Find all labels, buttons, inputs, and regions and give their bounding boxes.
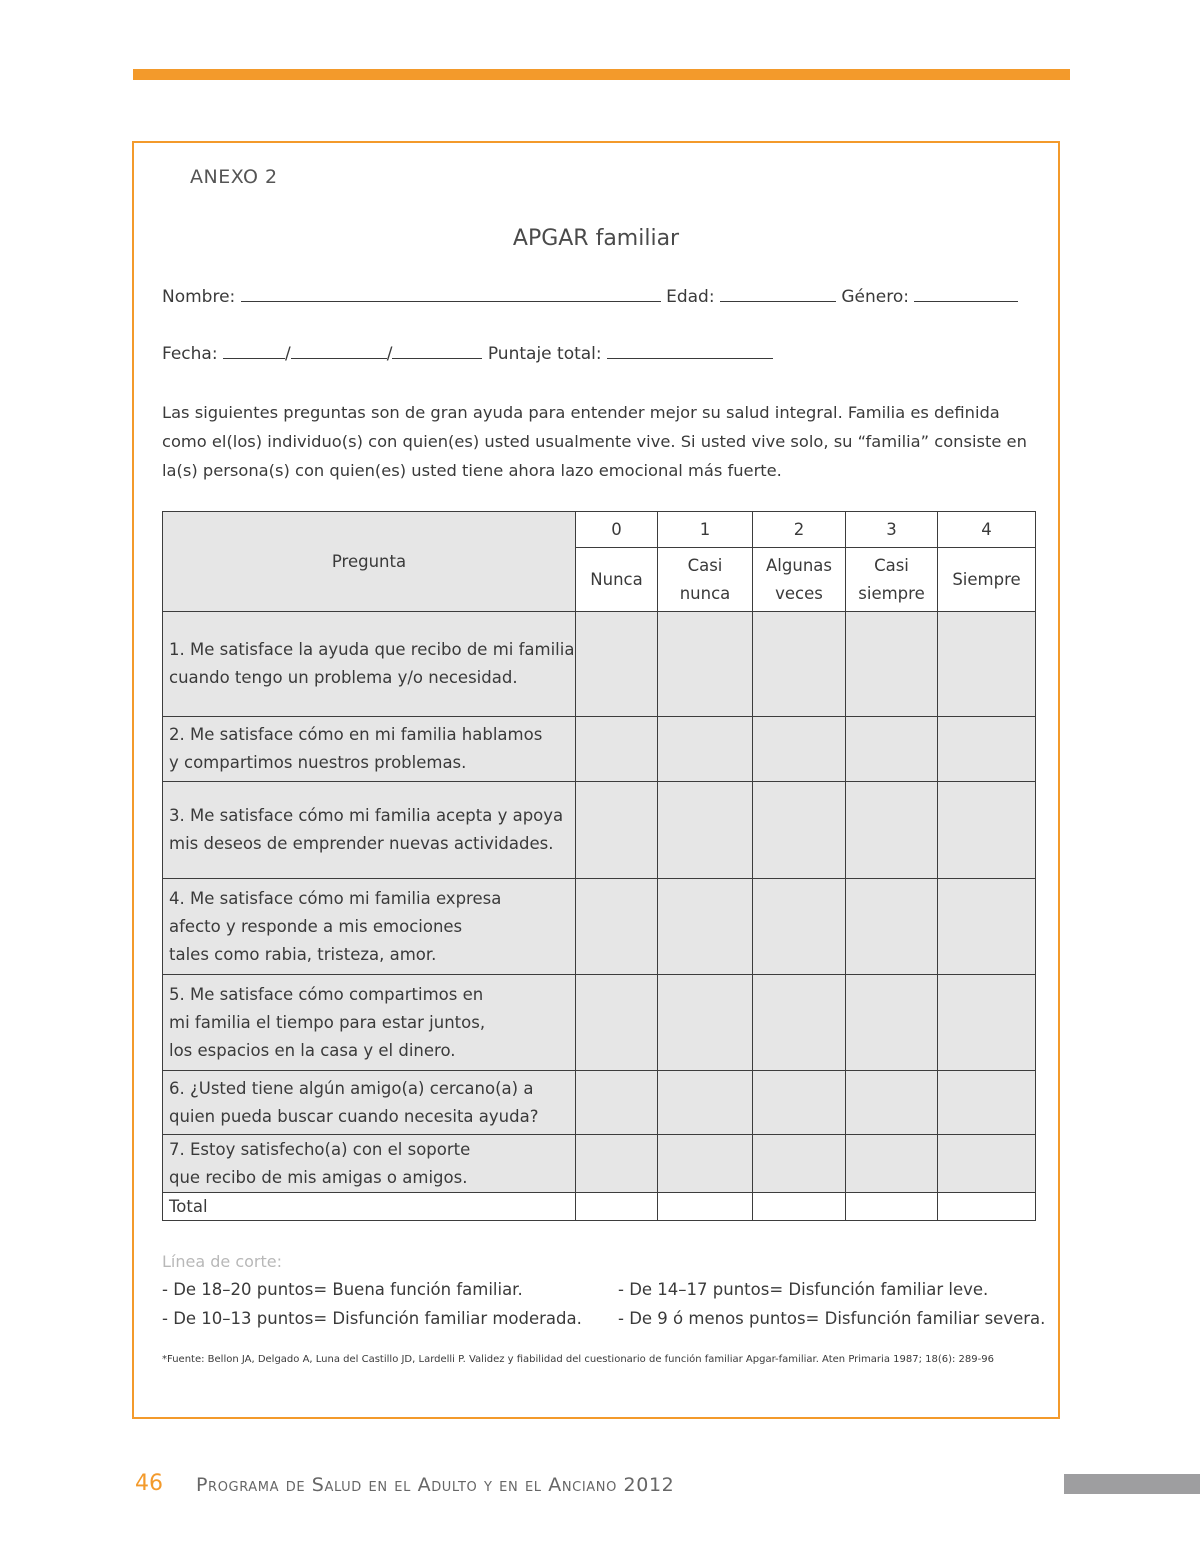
answer-cell[interactable] [753, 975, 846, 1071]
question-text [163, 717, 576, 782]
question-line: mis deseos de emprender nuevas actividades. [169, 834, 554, 853]
cutoff-item: - De 18–20 puntos= Buena función familiar. [162, 1280, 523, 1299]
answer-cell[interactable] [658, 1135, 753, 1193]
question-text [163, 879, 576, 975]
page-title: APGAR familiar [512, 226, 680, 251]
question-line: y compartimos nuestros problemas. [169, 753, 467, 772]
question-line: 7. Estoy satisfecho(a) con el soporte [169, 1139, 471, 1159]
total-row [163, 1193, 1036, 1221]
date-separator: / [386, 344, 393, 364]
intro-paragraph: Las siguientes preguntas son de gran ayuda para entender mejor su salud integral. Familia es definida como el(los) individuo(s) con quien(es) usted usualmente vive. Si usted vive solo, su “familia” consiste en la(s) persona(s) con quien(es) usted tiene ahora lazo emocional más fuerte. [162, 403, 1027, 480]
answer-cell[interactable] [938, 879, 1036, 975]
question-text [163, 1135, 576, 1193]
total-score-field[interactable] [607, 344, 773, 359]
total-cell[interactable] [846, 1193, 938, 1221]
answer-cell[interactable] [938, 1071, 1036, 1135]
score-label-text: Casi [687, 555, 723, 575]
answer-cell[interactable] [576, 612, 658, 717]
score-label-header [658, 548, 753, 612]
question-line: 6. ¿Usted tiene algún amigo(a) cercano(a) a [169, 1078, 534, 1098]
answer-cell[interactable] [658, 975, 753, 1071]
age-label: Edad: [666, 287, 715, 307]
question-header: Pregunta [163, 512, 576, 612]
answer-cell[interactable] [938, 717, 1036, 782]
footer-title: Programa de Salud en el Adulto y en el Anciano 2012 [196, 1474, 675, 1496]
answer-cell[interactable] [938, 975, 1036, 1071]
cutoff-item: - De 14–17 puntos= Disfunción familiar leve. [618, 1280, 989, 1299]
answer-cell[interactable] [576, 717, 658, 782]
question-text [163, 612, 576, 717]
score-header: 0 [576, 512, 658, 548]
answer-cell[interactable] [753, 717, 846, 782]
answer-cell[interactable] [753, 782, 846, 879]
answer-cell[interactable] [753, 1071, 846, 1135]
question-line: 1. Me satisface la ayuda que recibo de mi familia [169, 640, 575, 659]
answer-cell[interactable] [846, 782, 938, 879]
date-year-field[interactable] [392, 344, 482, 359]
score-label: Puntaje total: [487, 344, 602, 364]
question-line: quien pueda buscar cuando necesita ayuda? [169, 1106, 539, 1126]
score-label-text: Nunca [590, 570, 643, 589]
answer-cell[interactable] [576, 782, 658, 879]
question-row [163, 879, 1036, 975]
header-accent-bar [133, 69, 1070, 80]
answer-cell[interactable] [753, 612, 846, 717]
answer-cell[interactable] [846, 1135, 938, 1193]
question-line: mi familia el tiempo para estar juntos, [169, 1012, 486, 1032]
question-row [163, 612, 1036, 717]
question-row [163, 782, 1036, 879]
total-cell[interactable] [658, 1193, 753, 1221]
answer-cell[interactable] [576, 879, 658, 975]
question-line: 5. Me satisface cómo compartimos en [169, 984, 484, 1004]
answer-cell[interactable] [938, 1135, 1036, 1193]
score-header: 3 [846, 512, 938, 548]
score-label-text: Siempre [952, 570, 1021, 589]
cutoff-item: - De 10–13 puntos= Disfunción familiar moderada. [162, 1309, 582, 1328]
question-row [163, 1071, 1036, 1135]
name-label: Nombre: [162, 287, 236, 307]
date-separator: / [284, 344, 291, 364]
score-label-text: veces [775, 583, 823, 603]
question-line: 3. Me satisface cómo mi familia acepta y apoya [169, 806, 564, 825]
answer-cell[interactable] [576, 975, 658, 1071]
question-text [163, 1071, 576, 1135]
gender-field[interactable] [914, 287, 1018, 302]
score-label-header [753, 548, 846, 612]
score-header: 4 [938, 512, 1036, 548]
score-label-header [938, 548, 1036, 612]
total-cell[interactable] [938, 1193, 1036, 1221]
answer-cell[interactable] [658, 1071, 753, 1135]
apgar-table [162, 511, 1036, 1221]
date-label: Fecha: [162, 344, 218, 364]
question-row [163, 1135, 1036, 1193]
score-label-text: nunca [679, 583, 731, 603]
score-label-text: Casi [874, 555, 909, 575]
answer-cell[interactable] [938, 612, 1036, 717]
gender-label: Género: [841, 287, 909, 307]
answer-cell[interactable] [846, 612, 938, 717]
cutoff-item: - De 9 ó menos puntos= Disfunción familiar severa. [618, 1309, 1046, 1328]
footer-gray-bar [1064, 1474, 1200, 1494]
total-cell[interactable] [576, 1193, 658, 1221]
total-cell[interactable] [753, 1193, 846, 1221]
age-field[interactable] [720, 287, 836, 302]
score-label-header [576, 548, 658, 612]
question-row [163, 975, 1036, 1071]
question-line: cuando tengo un problema y/o necesidad. [169, 668, 518, 687]
name-field[interactable] [241, 287, 661, 302]
total-label: Total [163, 1193, 576, 1221]
annex-label: ANEXO 2 [190, 166, 278, 188]
answer-cell[interactable] [658, 879, 753, 975]
date-month-field[interactable] [291, 344, 387, 359]
answer-cell[interactable] [753, 879, 846, 975]
answer-cell[interactable] [576, 1071, 658, 1135]
name-age-gender-line [162, 287, 1018, 307]
score-header-row [163, 512, 1036, 548]
answer-cell[interactable] [658, 612, 753, 717]
question-text [163, 975, 576, 1071]
page-number: 46 [135, 1471, 163, 1496]
answer-cell[interactable] [846, 975, 938, 1071]
question-line: 2. Me satisface cómo en mi familia hablamos [169, 725, 543, 744]
score-label-text: siempre [858, 583, 925, 603]
date-day-field[interactable] [223, 344, 285, 359]
score-header: 1 [658, 512, 753, 548]
question-line: afecto y responde a mis emociones [169, 916, 463, 936]
score-header: 2 [753, 512, 846, 548]
question-line: los espacios en la casa y el dinero. [169, 1040, 456, 1060]
cutoff-title: Línea de corte: [162, 1252, 282, 1271]
answer-cell[interactable] [938, 782, 1036, 879]
answer-cell[interactable] [846, 1071, 938, 1135]
question-line: tales como rabia, tristeza, amor. [169, 944, 437, 964]
source-footnote: *Fuente: Bellon JA, Delgado A, Luna del Castillo JD, Lardelli P. Validez y fiabilidad del cuestionario de función familiar Apgar-familiar. Aten Primaria 1987; 18(6): 289-96 [162, 1354, 994, 1365]
score-label-text: Algunas [766, 555, 832, 575]
answer-cell[interactable] [846, 879, 938, 975]
question-row [163, 717, 1036, 782]
answer-cell[interactable] [753, 1135, 846, 1193]
question-text [163, 782, 576, 879]
answer-cell[interactable] [658, 717, 753, 782]
score-label-header [846, 548, 938, 612]
question-line: que recibo de mis amigas o amigos. [169, 1167, 468, 1187]
answer-cell[interactable] [576, 1135, 658, 1193]
answer-cell[interactable] [846, 717, 938, 782]
date-score-line [162, 344, 773, 364]
question-line: 4. Me satisface cómo mi familia expresa [169, 888, 502, 908]
answer-cell[interactable] [658, 782, 753, 879]
